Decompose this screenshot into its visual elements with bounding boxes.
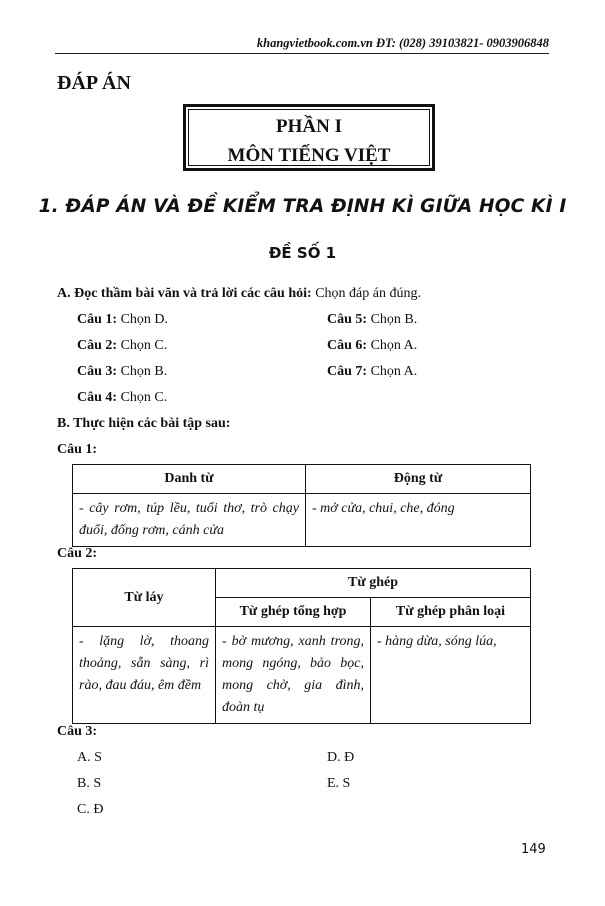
page-header: khangvietbook.com.vn ĐT: (028) 39103821- 0903906848 — [55, 36, 549, 54]
answer-item — [77, 364, 167, 380]
answer-item — [327, 338, 417, 354]
answer-question: Câu 1: — [77, 312, 118, 327]
table-header: Động từ — [306, 465, 531, 494]
cau1-label: Câu 1: — [57, 442, 98, 457]
cau3-item: E. S — [327, 776, 351, 791]
answer-value: Chọn C. — [117, 338, 168, 353]
part-subject: MÔN TIẾNG VIỆT — [227, 145, 391, 166]
answer-value: Chọn A. — [367, 364, 418, 379]
answer-value: Chọn A. — [367, 338, 418, 353]
part-a — [57, 286, 421, 302]
answer-question: Câu 4: — [77, 390, 118, 405]
cau3-item: B. S — [77, 776, 102, 791]
table-header: Từ ghép phân loại — [371, 598, 531, 627]
table-cell: - cây rơm, túp lều, tuổi thơ, trò chạy đuổi, đống rơm, cánh cửa — [73, 494, 306, 547]
answer-value: Chọn B. — [117, 364, 168, 379]
page-number: 149 — [521, 842, 546, 857]
cau1-table — [72, 464, 531, 547]
answer-value: Chọn D. — [117, 312, 169, 327]
answer-item — [77, 338, 167, 354]
answer-question: Câu 7: — [327, 364, 368, 379]
part-title: PHẦN I — [276, 116, 342, 137]
answer-item — [327, 312, 417, 328]
section-title: 1. ĐÁP ÁN VÀ ĐỀ KIỂM TRA ĐỊNH KÌ GIỮA HỌC KÌ I — [38, 196, 567, 217]
cau2-table — [72, 568, 531, 724]
answer-item — [77, 312, 168, 328]
table-header: Danh từ — [73, 465, 306, 494]
answer-item — [77, 390, 167, 406]
part-b: B. Thực hiện các bài tập sau: — [57, 416, 231, 431]
answer-question: Câu 5: — [327, 312, 368, 327]
cau2-label: Câu 2: — [57, 546, 98, 561]
answer-value: Chọn B. — [367, 312, 418, 327]
cau3-item: C. Đ — [77, 802, 104, 817]
cau3-item: D. Đ — [327, 750, 355, 765]
answer-question: Câu 6: — [327, 338, 368, 353]
answer-item — [327, 364, 417, 380]
answer-value: Chọn C. — [117, 390, 168, 405]
table-cell: - lặng lờ, thoang thoảng, sẵn sàng, rì rào, đau đáu, êm đềm — [73, 627, 216, 724]
part-box — [183, 104, 435, 171]
table-header: Từ ghép — [216, 569, 531, 598]
cau3-label: Câu 3: — [57, 724, 98, 739]
exam-title: ĐỀ SỐ 1 — [268, 244, 337, 262]
table-cell: - hàng dừa, sóng lúa, — [371, 627, 531, 724]
table-header: Từ ghép tổng hợp — [216, 598, 371, 627]
table-header: Từ láy — [73, 569, 216, 627]
part-a-text: Chọn đáp án đúng. — [311, 286, 421, 301]
answer-question: Câu 2: — [77, 338, 118, 353]
part-a-label: A. Đọc thầm bài văn và trả lời các câu hỏi: — [57, 286, 312, 301]
heading: ĐÁP ÁN — [57, 72, 131, 94]
answer-question: Câu 3: — [77, 364, 118, 379]
cau3-item: A. S — [77, 750, 102, 765]
table-cell: - mở cửa, chui, che, đóng — [306, 494, 531, 547]
table-cell: - bờ mương, xanh trong, mong ngóng, bảo bọc, mong chờ, gia đình, đoàn tụ — [216, 627, 371, 724]
